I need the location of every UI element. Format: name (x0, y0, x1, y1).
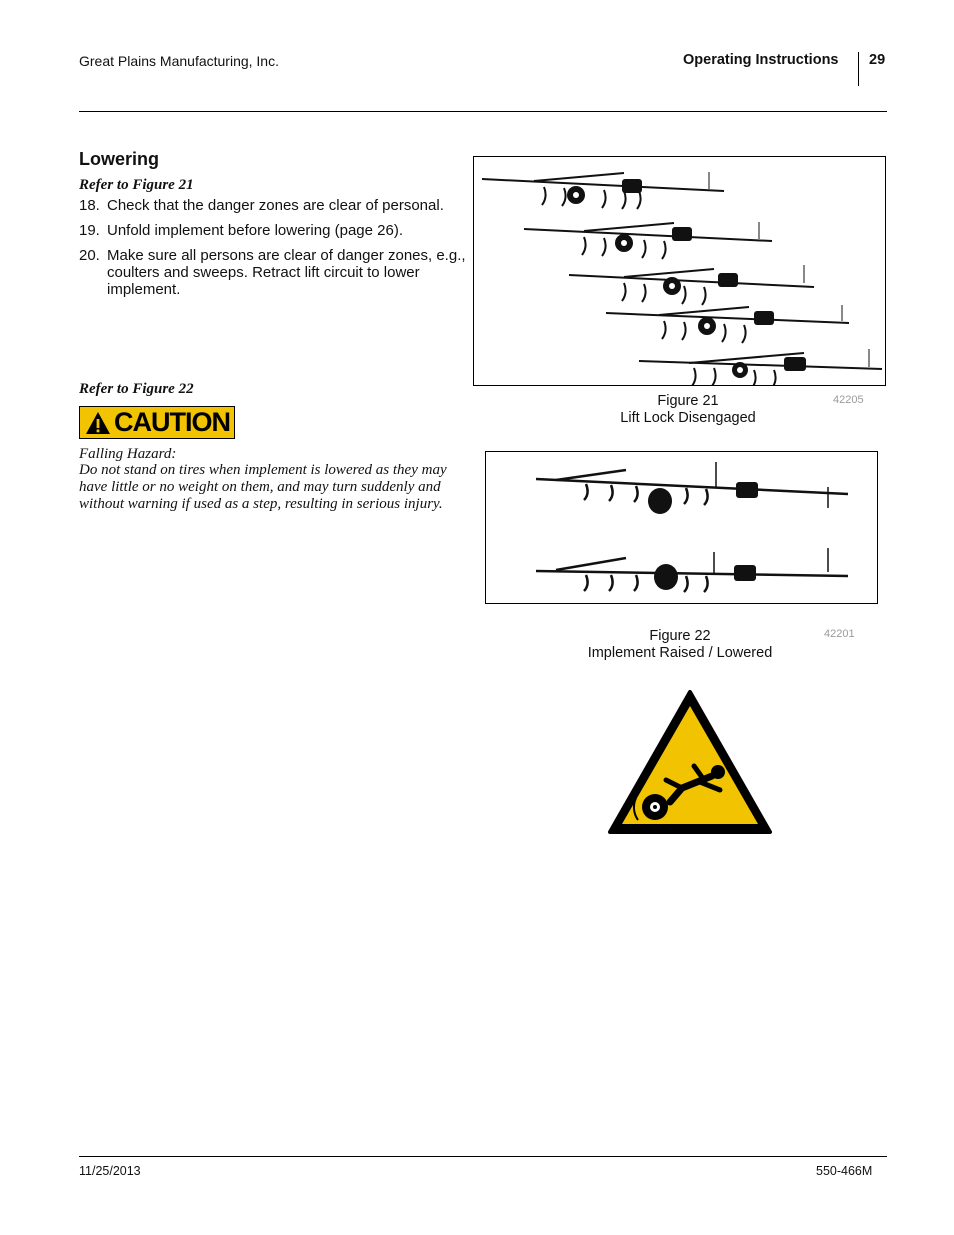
hazard-text: Do not stand on tires when implement is lowered as they may have little or no weight on them, and may turn suddenly and without warning if used as a step, resulting in serious injury. (79, 462, 447, 512)
warning-triangle-icon (85, 410, 111, 436)
company-name: Great Plains Manufacturing, Inc. (79, 53, 279, 69)
refer-figure-22: Refer to Figure 22 (79, 381, 194, 397)
hazard-title: Falling Hazard: (79, 446, 177, 462)
figure-22-code: 42201 (824, 628, 855, 640)
section-header: Operating Instructions (683, 52, 839, 68)
footer-rule (79, 1156, 887, 1157)
figure-22-title: Implement Raised / Lowered (587, 645, 773, 661)
step-text: Make sure all persons are clear of danger zones, e.g., coulters and sweeps. Retract lift circuit to lower implement. (107, 247, 466, 298)
header-divider (858, 52, 859, 86)
steps-list (79, 197, 471, 306)
falling-hazard-sign (608, 690, 772, 835)
step-item (79, 197, 471, 214)
figure-21-code: 42205 (833, 394, 864, 406)
section-title: Lowering (79, 149, 159, 169)
figure-21-image (473, 156, 886, 386)
implement-raised-lowered-illustration (486, 452, 877, 603)
figure-21-caption (588, 393, 788, 427)
page-number: 29 (869, 52, 886, 68)
step-item (79, 222, 471, 239)
falling-person-warning-icon (608, 690, 772, 835)
step-text: Unfold implement before lowering (page 26). (107, 222, 403, 239)
refer-figure-21: Refer to Figure 21 (79, 177, 194, 193)
caution-banner (79, 406, 235, 439)
figure-22-number: Figure 22 (649, 628, 711, 644)
header-rule (79, 111, 887, 112)
figure-21-number: Figure 21 (657, 393, 719, 409)
figure-22-image (485, 451, 878, 604)
figure-22-caption (555, 628, 805, 662)
step-number: 18. (79, 197, 100, 214)
step-item (79, 247, 471, 298)
footer-doc-number: 550-466M (816, 1164, 873, 1178)
figure-21-title: Lift Lock Disengaged (620, 410, 756, 426)
implement-illustration (474, 157, 885, 385)
step-number: 19. (79, 222, 100, 239)
footer-date: 11/25/2013 (79, 1164, 141, 1178)
caution-label: CAUTION (114, 407, 230, 437)
step-number: 20. (79, 247, 100, 264)
step-text: Check that the danger zones are clear of personal. (107, 197, 444, 214)
